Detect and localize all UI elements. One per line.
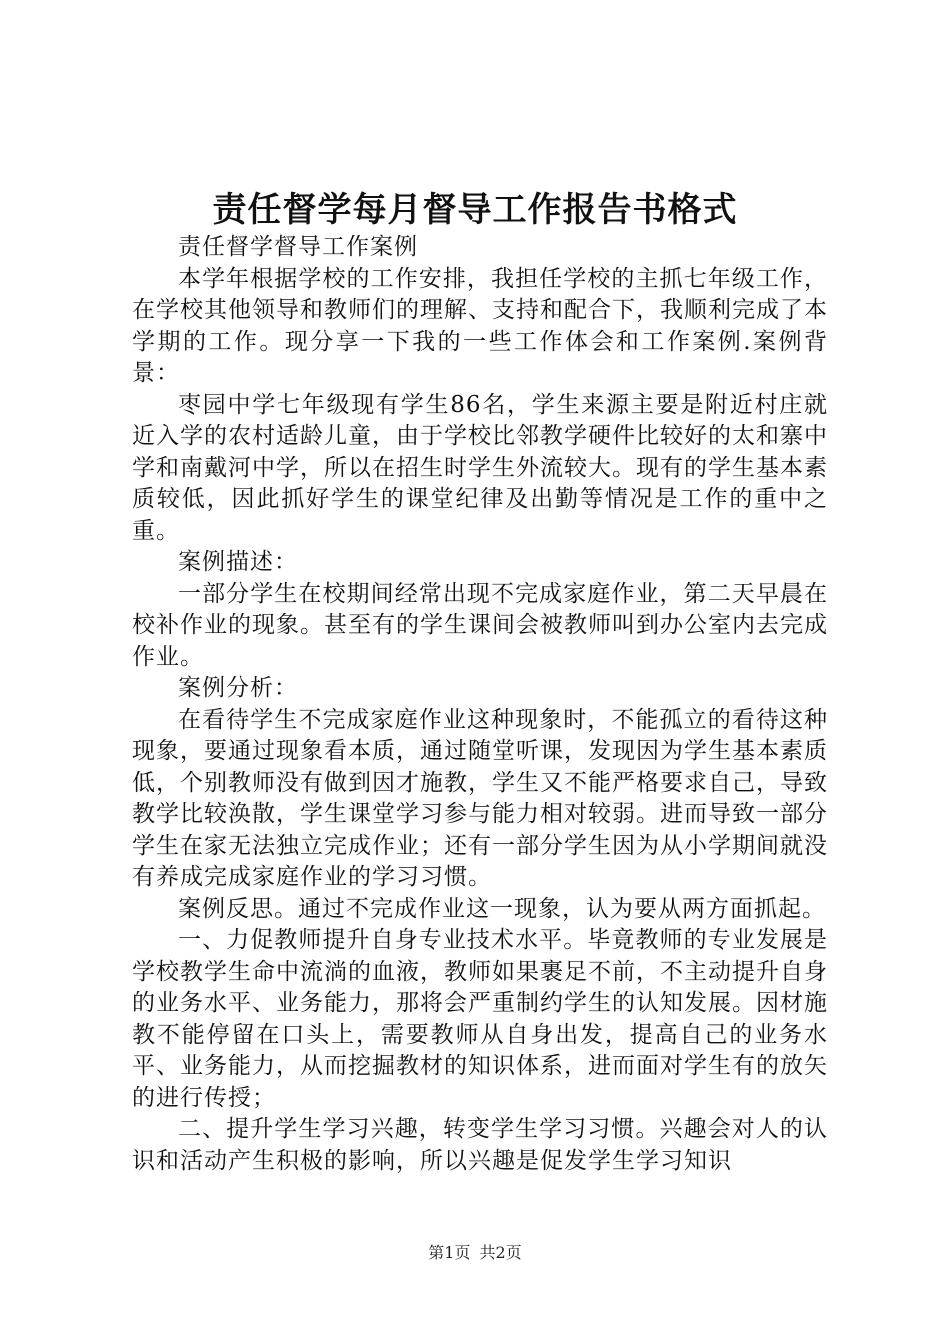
document-title: 责任督学每月督导工作报告书格式 xyxy=(212,190,738,230)
page-footer xyxy=(0,1243,950,1263)
paragraph-reflection: 案例反思。通过不完成作业这一现象，认为要从两方面抓起。 xyxy=(178,895,826,922)
page-total: 共2页 xyxy=(479,1243,522,1262)
paragraph-description: 一部分学生在校期间经常出现不完成家庭作业，第二天早晨在校补作业的现象。甚至有的学生课间会被教师叫到办公室内去完成作业。 xyxy=(132,580,828,670)
paragraph-heading-description: 案例描述： xyxy=(178,549,298,575)
paragraph-analysis: 在看待学生不完成家庭作业这种现象时，不能孤立的看待这种现象，要通过现象看本质，通过随堂听课，发现因为学生基本素质低，个别教师没有做到因才施教，学生又不能严格要求自己，导致教学比较涣散，学生课堂学习参与能力相对较弱。进而导致一部分学生在家无法独立完成作业；还有一部分学生因为从小学期间就没有养成完成家庭作业的学习习惯。 xyxy=(132,706,828,890)
paragraph-subtitle: 责任督学督导工作案例 xyxy=(178,234,418,260)
page-number: 第1页 xyxy=(428,1243,471,1262)
paragraph-heading-analysis: 案例分析： xyxy=(178,675,298,701)
paragraph-intro: 本学年根据学校的工作安排，我担任学校的主抓七年级工作，在学校其他领导和教师们的理解、支持和配合下，我顺利完成了本学期的工作。现分享一下我的一些工作体会和工作案例.案例背景： xyxy=(132,265,828,386)
paragraph-background: 枣园中学七年级现有学生86名，学生来源主要是附近村庄就近入学的农村适龄儿童，由于学校比邻教学硬件比较好的太和寨中学和南戴河中学，所以在招生时学生外流较大。现有的学生基本素质较低，因此抓好学生的课堂纪律及出勤等情况是工作的重中之重。 xyxy=(132,391,828,544)
document-body xyxy=(132,232,828,1177)
paragraph-point-one: 一、力促教师提升自身专业技术水平。毕竟教师的专业发展是学校教学生命中流淌的血液，教师如果裹足不前，不主动提升自身的业务水平、业务能力，那将会严重制约学生的认知发展。因材施教不能停留在口头上，需要教师从自身出发，提高自己的业务水平、业务能力，从而挖掘教材的知识体系，进而面对学生有的放矢的进行传授； xyxy=(132,927,828,1111)
paragraph-point-two: 二、提升学生学习兴趣，转变学生学习习惯。兴趣会对人的认识和活动产生积极的影响，所以兴趣是促发学生学习知识 xyxy=(132,1116,828,1174)
